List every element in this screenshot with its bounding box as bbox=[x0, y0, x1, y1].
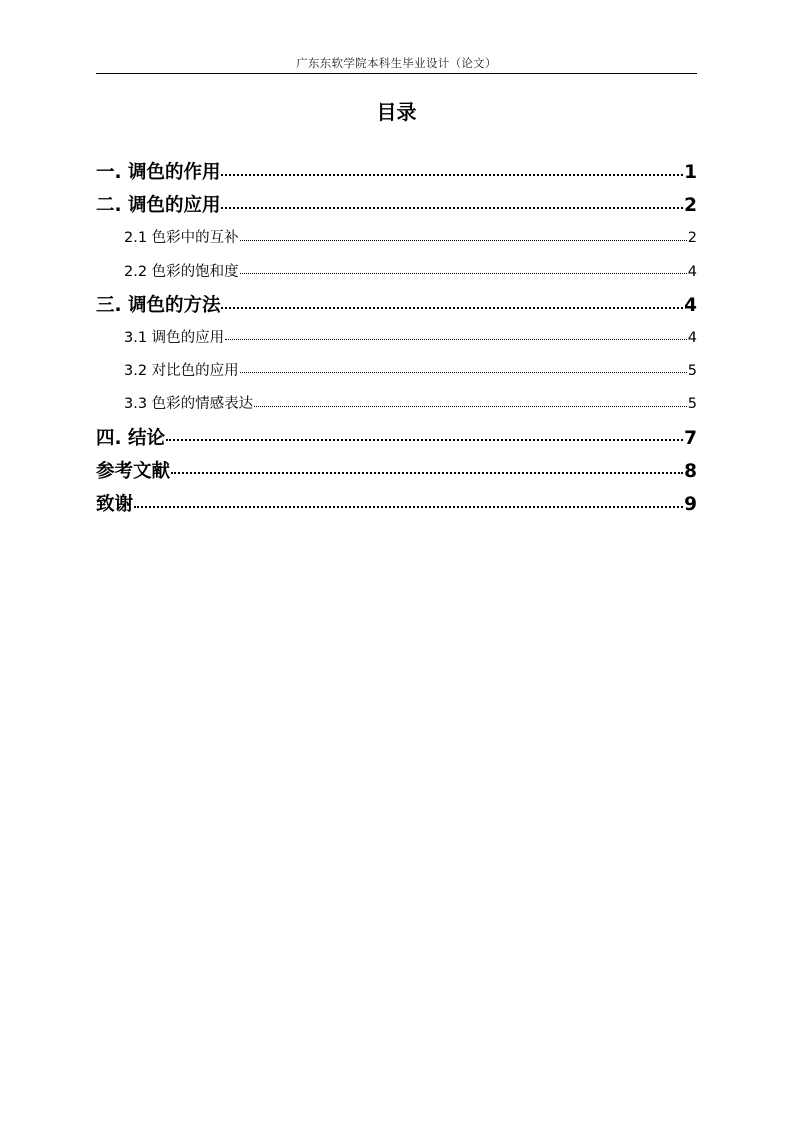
toc-entry-page: 4 bbox=[684, 294, 697, 316]
toc-entry-label: 一. 调色的作用 bbox=[96, 162, 221, 183]
toc-entry-page: 4 bbox=[687, 329, 697, 346]
toc-entry-2-1[interactable] bbox=[96, 222, 697, 255]
toc-entry-page: 9 bbox=[684, 493, 697, 515]
toc-entry-label: 2.1 色彩中的互补 bbox=[124, 230, 239, 247]
toc-entry-label: 二. 调色的应用 bbox=[96, 195, 221, 217]
toc-entry-3-3[interactable] bbox=[96, 388, 697, 421]
toc-entry-2[interactable] bbox=[96, 189, 697, 222]
table-of-contents bbox=[96, 156, 697, 521]
toc-entry-1[interactable] bbox=[96, 156, 697, 189]
dot-leader bbox=[221, 193, 683, 212]
dot-leader bbox=[254, 394, 687, 409]
dot-leader bbox=[134, 491, 683, 510]
toc-entry-label: 三. 调色的方法 bbox=[96, 294, 221, 316]
toc-entry-label: 3.3 色彩的情感表达 bbox=[124, 396, 254, 413]
toc-entry-label: 3.2 对比色的应用 bbox=[124, 363, 239, 380]
toc-entry-3[interactable] bbox=[96, 289, 697, 322]
toc-entry-label: 致谢 bbox=[96, 493, 134, 515]
dot-leader bbox=[221, 292, 683, 311]
toc-entry-page: 2 bbox=[684, 195, 697, 217]
toc-entry-page: 2 bbox=[687, 230, 697, 247]
dot-leader bbox=[240, 228, 687, 243]
dot-leader bbox=[225, 327, 687, 342]
toc-entry-references[interactable] bbox=[96, 455, 697, 488]
toc-entry-3-1[interactable] bbox=[96, 322, 697, 355]
toc-entry-2-2[interactable] bbox=[96, 256, 697, 289]
dot-leader bbox=[240, 261, 687, 276]
toc-entry-page: 4 bbox=[687, 263, 697, 280]
toc-entry-label: 四. 结论 bbox=[96, 427, 165, 449]
header-rule bbox=[96, 73, 697, 74]
toc-entry-acknowledgements[interactable] bbox=[96, 488, 697, 521]
running-header: 广东东软学院本科生毕业设计（论文） bbox=[296, 56, 497, 70]
toc-entry-label: 2.2 色彩的饱和度 bbox=[124, 263, 239, 280]
dot-leader bbox=[171, 458, 683, 477]
toc-entry-page: 5 bbox=[687, 396, 697, 413]
toc-entry-4[interactable] bbox=[96, 422, 697, 455]
toc-entry-page: 5 bbox=[687, 363, 697, 380]
toc-entry-label: 参考文献 bbox=[96, 460, 171, 482]
dot-leader bbox=[221, 160, 683, 179]
toc-entry-page: 7 bbox=[684, 427, 697, 449]
toc-entry-3-2[interactable] bbox=[96, 355, 697, 388]
dot-leader bbox=[166, 425, 683, 444]
toc-title: 目录 bbox=[376, 100, 417, 124]
toc-entry-page: 1 bbox=[684, 162, 697, 183]
toc-entry-label: 3.1 调色的应用 bbox=[124, 329, 225, 346]
toc-entry-page: 8 bbox=[684, 460, 697, 482]
dot-leader bbox=[240, 361, 687, 376]
